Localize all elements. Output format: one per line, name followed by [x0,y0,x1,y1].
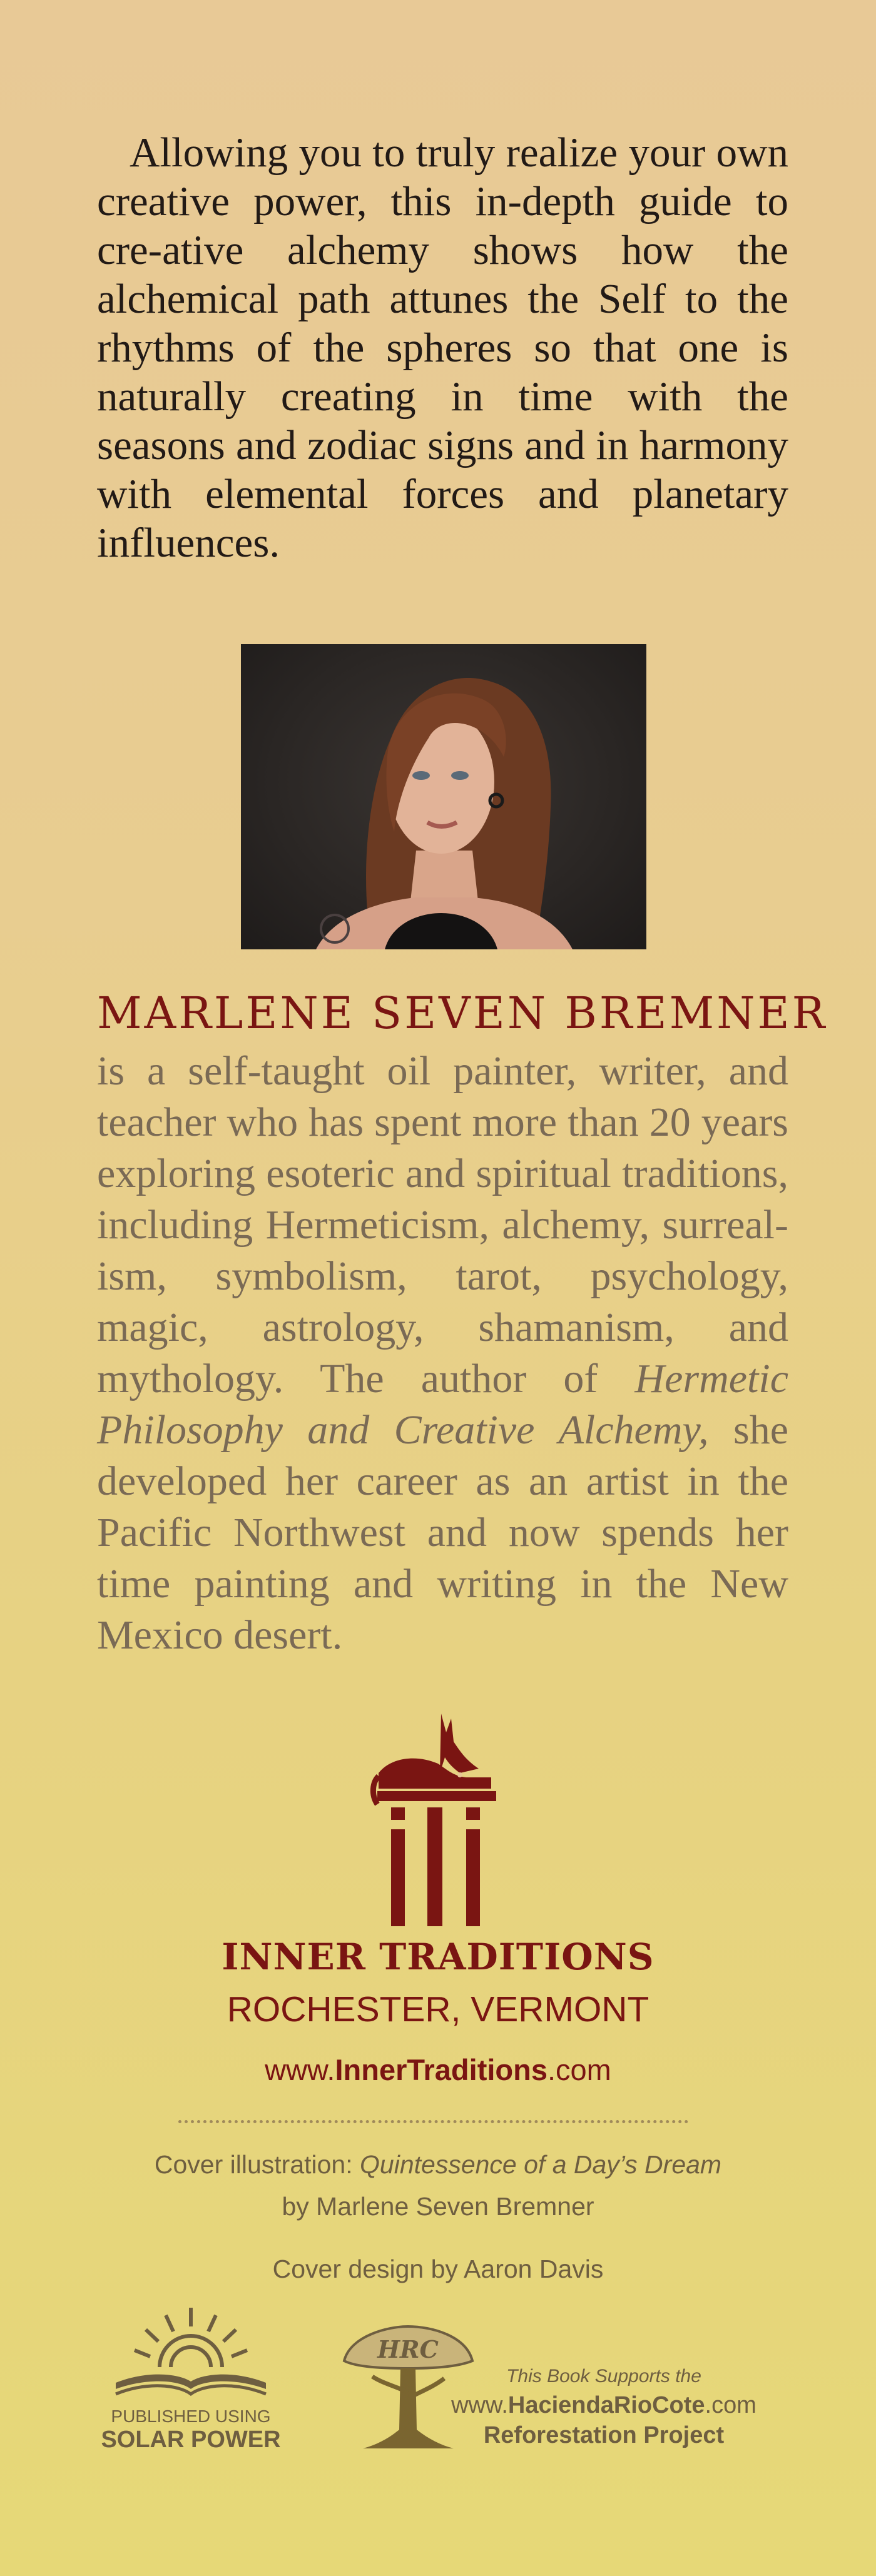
author-photo [241,644,646,949]
dotted-divider [178,2120,688,2123]
author-bio-text: is a self-taught oil painter, writer, and teacher who has spent more than 20 years exploring esoteric and spiritual traditions, including Hermeticism, alchemy, surreal-ism, symbolism, tarot, psychology, magic, astrology, shamanism, and mythology. The author of [97,1048,788,1402]
publisher-url-suffix: .com [547,2053,611,2086]
book-description: Allowing you to truly realize your own creative power, this in-depth guide to cre-ative alchemy shows how the alchemical path attunes the Self to the rhythms of the spheres so that one is naturally creating in time with the seasons and zodiac signs and in harmony with elemental forces and planetary influences. [97,129,788,566]
publisher-name: INNER TRADITIONS [222,1936,654,1978]
illustration-artist: by Marlene Seven Bremner [282,2192,594,2221]
publisher-url-domain: InnerTraditions [335,2053,548,2086]
solar-power-line2: SOLAR POWER [101,2427,281,2453]
publisher-url-prefix: www. [265,2053,335,2086]
cover-illustration-credit [0,2150,876,2179]
illustration-label: Cover illustration: [154,2150,360,2179]
cover-design-credit: Cover design by Aaron Davis [272,2255,604,2283]
hrc-logo-text: HRC [377,2335,439,2363]
reforestation-line3: Reforestation Project [483,2422,725,2448]
publisher-location: ROCHESTER, VERMONT [227,1989,649,2029]
author-name: MARLENE SEVEN BREMNER [97,987,828,1039]
reforestation-line1: This Book Supports the [506,2366,701,2387]
illustration-title: Quintessence of a Day’s Dream [360,2150,722,2179]
author-bio-text-end: she developed her career as an artist in the Pacific Northwest and now spends her time painting and writing in the New Mexico desert. [97,1407,788,1658]
hrc-url-suffix: .com [705,2392,756,2418]
hrc-url-domain: HaciendaRioCote [507,2392,705,2418]
hrc-url-prefix: www. [451,2392,508,2418]
publisher-website-link[interactable] [0,2053,876,2087]
author-bio [97,1046,788,1661]
publisher-logo [366,1714,504,1926]
solar-power-line1: PUBLISHED USING [111,2407,271,2426]
author-book-title: Hermetic Philosophy and Creative Alchemy, [97,1356,788,1453]
hacienda-rio-cote-link[interactable] [438,2392,770,2419]
